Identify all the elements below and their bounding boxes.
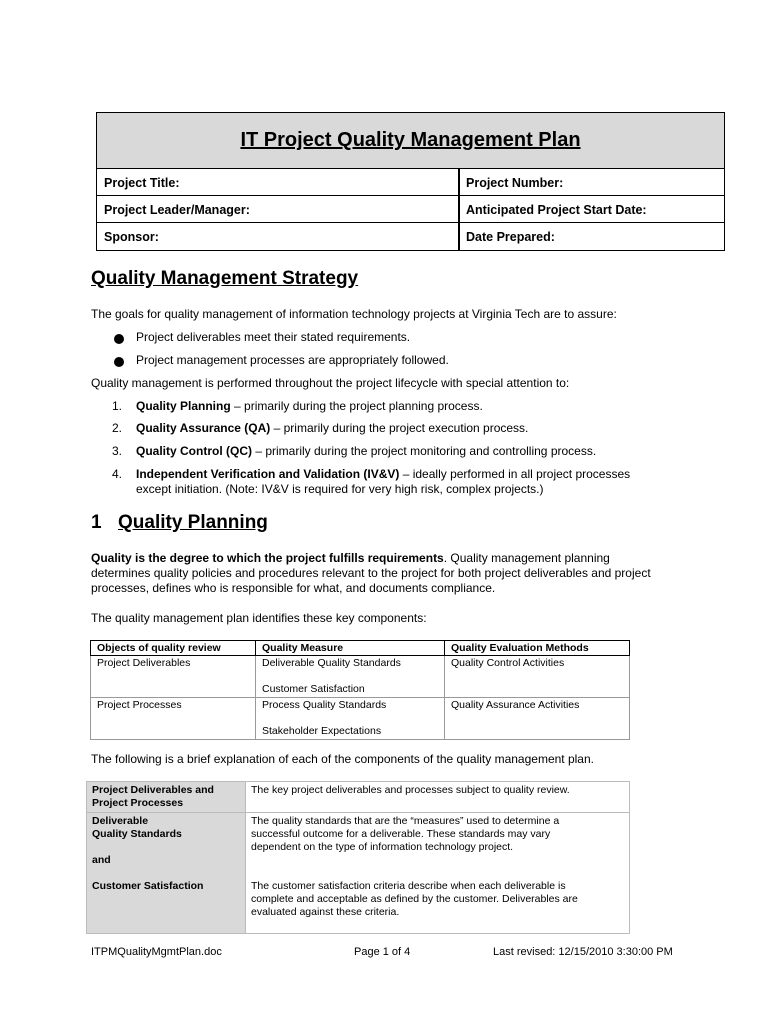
lifecycle-intro: Quality management is performed throughout the project lifecycle with special attention to:	[91, 376, 570, 390]
table-row	[91, 656, 630, 698]
explanation-intro: The following is a brief explanation of each of the components of the quality management plan.	[91, 752, 594, 766]
header-row	[97, 196, 724, 223]
footer-revised-date: Last revised: 12/15/2010 3:30:00 PM	[493, 946, 673, 958]
project-title-label: Project Title:	[104, 176, 180, 190]
section-heading: Quality Planning	[118, 512, 268, 533]
bullet-icon	[114, 334, 124, 344]
table-row	[87, 813, 630, 934]
table-cell: Quality Assurance Activities	[445, 698, 630, 740]
project-number-label: Project Number:	[466, 176, 564, 190]
list-number: 3.	[112, 444, 123, 458]
components-intro: The quality management plan identifies these key components:	[91, 611, 427, 625]
table-cell: Quality Control Activities	[445, 656, 630, 698]
row-description: The key project deliverables and processes subject to quality review.	[246, 782, 630, 813]
header-row	[97, 169, 724, 196]
table-cell: Project Processes	[91, 698, 256, 740]
bullet-item: Project deliverables meet their stated requirements.	[136, 330, 411, 344]
table-cell: Deliverable Quality Standards Customer Satisfaction	[256, 656, 445, 698]
header-box	[96, 112, 725, 251]
list-item: Quality Planning – primarily during the project planning process.	[136, 399, 483, 413]
table-cell: Process Quality Standards Stakeholder Expectations	[256, 698, 445, 740]
list-item: Quality Assurance (QA) – primarily during the project execution process.	[136, 421, 529, 435]
strategy-heading: Quality Management Strategy	[91, 268, 359, 289]
list-number: 1.	[112, 399, 123, 413]
column-header: Quality Measure	[256, 641, 445, 656]
sponsor-label: Sponsor:	[104, 230, 159, 244]
strategy-intro: The goals for quality management of information technology projects at Virginia Tech are to assure:	[91, 307, 617, 321]
section-para-line1: Quality is the degree to which the project fulfills requirements. Quality management planning	[91, 551, 610, 565]
column-header: Objects of quality review	[91, 641, 256, 656]
footer-filename: ITPMQualityMgmtPlan.doc	[91, 946, 222, 958]
start-date-label: Anticipated Project Start Date:	[466, 203, 647, 217]
footer-page-number: Page 1 of 4	[354, 946, 411, 958]
list-number: 4.	[112, 467, 123, 481]
list-item-continuation: except initiation. (Note: IV&V is required for very high risk, complex projects.)	[136, 482, 544, 496]
row-label: Project Deliverables and Project Processes	[87, 782, 246, 813]
explanation-table	[86, 781, 630, 934]
section-para-line3: processes, defines who is responsible for what, and documents compliance.	[91, 581, 496, 595]
components-table	[90, 640, 630, 740]
table-header-row	[91, 641, 630, 656]
table-row	[87, 782, 630, 813]
header-row	[97, 223, 724, 250]
list-item: Quality Control (QC) – primarily during the project monitoring and controlling process.	[136, 444, 597, 458]
bullet-icon	[114, 357, 124, 367]
table-row	[91, 698, 630, 740]
project-leader-label: Project Leader/Manager:	[104, 203, 250, 217]
date-prepared-label: Date Prepared:	[466, 230, 555, 244]
row-label: Deliverable Quality Standards and Customer Satisfaction	[87, 813, 246, 934]
section-number: 1	[91, 512, 102, 533]
section-para-line2: determines quality policies and procedures relevant to the project for both project deliverables and project	[91, 566, 651, 580]
list-item: Independent Verification and Validation (IV&V) – ideally performed in all project processes	[136, 467, 631, 481]
bullet-item: Project management processes are appropriately followed.	[136, 353, 449, 367]
list-number: 2.	[112, 421, 123, 435]
document-title: IT Project Quality Management Plan	[97, 113, 724, 169]
row-description: The quality standards that are the “measures” used to determine a successful outcome for a deliverable. These standards may vary dependent on the type of information technology project. The customer satisfaction criteria describe when each deliverable is complete and acceptable as defined by the customer. Deliverables are evaluated against these criteria.	[246, 813, 630, 934]
column-header: Quality Evaluation Methods	[445, 641, 630, 656]
table-cell: Project Deliverables	[91, 656, 256, 698]
